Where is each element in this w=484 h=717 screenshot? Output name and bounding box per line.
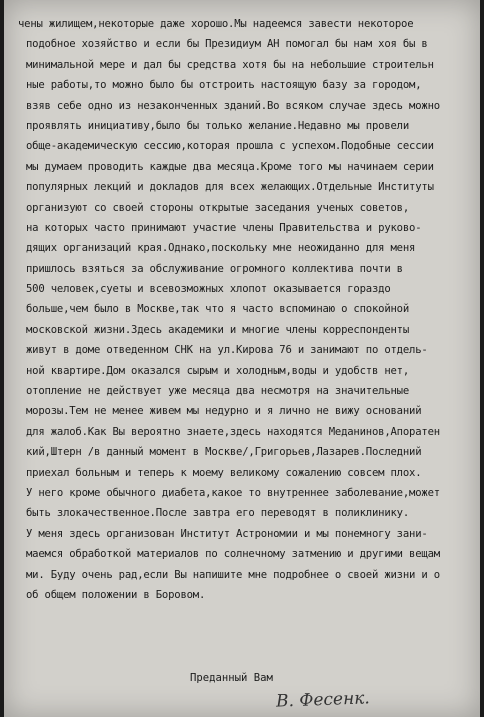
letter-line: об общем положении в Боровом. xyxy=(26,588,206,601)
letter-line: для жалоб.Как Вы вероятно знаете,здесь находятся Меданинов,Апоратен xyxy=(26,425,440,438)
letter-line: ные работы,то можно было бы отстроить настоящую базу за городом, xyxy=(26,79,422,92)
letter-line: У меня здесь организован Институт Астрономии и мы понемногу зани- xyxy=(26,527,428,540)
letter-line: 500 человек,суеты и всевозможных хлопот оказывается гораздо xyxy=(26,283,391,296)
letter-line: подобное хозяйство и если бы Президиум АН помогал бы нам хоя бы в xyxy=(26,38,428,51)
letter-body xyxy=(18,14,476,605)
letter-line: организуют со своей стороны открытые заседания ученых советов, xyxy=(26,201,410,214)
letter-line: больше,чем было в Москве,так что я часто вспоминаю о спокойной xyxy=(26,303,410,316)
letter-line: чены жилищем,некоторые даже хорошо.Мы надеемся завести некоторое xyxy=(18,18,414,30)
letter-line: пришлось взяться за обслуживание огромного коллектива почти в xyxy=(26,262,403,275)
letter-closing: Преданный Вам xyxy=(190,672,273,684)
letter-line: морозы.Тем не менее живем мы недурно и я лично не вижу оснований xyxy=(26,405,422,418)
letter-line: У него кроме обычного диабета,какое то внутреннее заболевание,может xyxy=(26,486,440,499)
letter-line: обще-академическую сессию,которая прошла с успехом.Подобные сессии xyxy=(26,140,434,153)
letter-line: ми. Буду очень рад,если Вы напишите мне подробнее о своей жизни и о xyxy=(26,568,440,581)
letter-line: популярных лекций и докладов для всех желающих.Отдельные Институты xyxy=(26,181,434,194)
letter-line: дящих организаций края.Однако,поскольку мне неожиданно для меня xyxy=(26,242,416,255)
letter-line: приехал больным и теперь к моему великому сожалению совсем плох. xyxy=(26,466,422,479)
letter-page xyxy=(4,0,480,717)
letter-line: живут в доме отведенном СНК на ул.Кирова 76 и занимают по отдель- xyxy=(26,344,428,357)
letter-line: ной квартире.Дом оказался сырым и холодным,воды и удобств нет, xyxy=(26,364,410,377)
letter-line: мы думаем проводить каждые два месяца.Кроме того мы начинаем серии xyxy=(26,160,434,173)
letter-line: московской жизни.Здесь академики и многие члены корреспонденты xyxy=(26,323,410,336)
letter-line: маемся обработкой материалов по солнечному затмению и другими вещам xyxy=(26,548,440,561)
letter-line: взяв себе одно из незаконченных зданий.Во всяком случае здесь можно xyxy=(26,99,440,112)
letter-line: проявлять инициативу,было бы только желание.Недавно мы провели xyxy=(26,119,410,132)
letter-line: минимальной мере и дал бы средства хотя бы на небольшие строительн xyxy=(26,58,434,71)
letter-line: на которых часто принимают участие члены Правительства и руково- xyxy=(26,221,422,234)
letter-line: быть злокачественное.После завтра его переводят в поликлинику. xyxy=(26,507,410,520)
signature: В. Фесенк. xyxy=(275,688,371,712)
letter-line: отопление не действует уже месяца два несмотря на значительные xyxy=(26,385,410,398)
letter-line: кий,Штерн /в данный момент в Москве/,Григорьев,Лазарев.Последний xyxy=(26,446,422,459)
